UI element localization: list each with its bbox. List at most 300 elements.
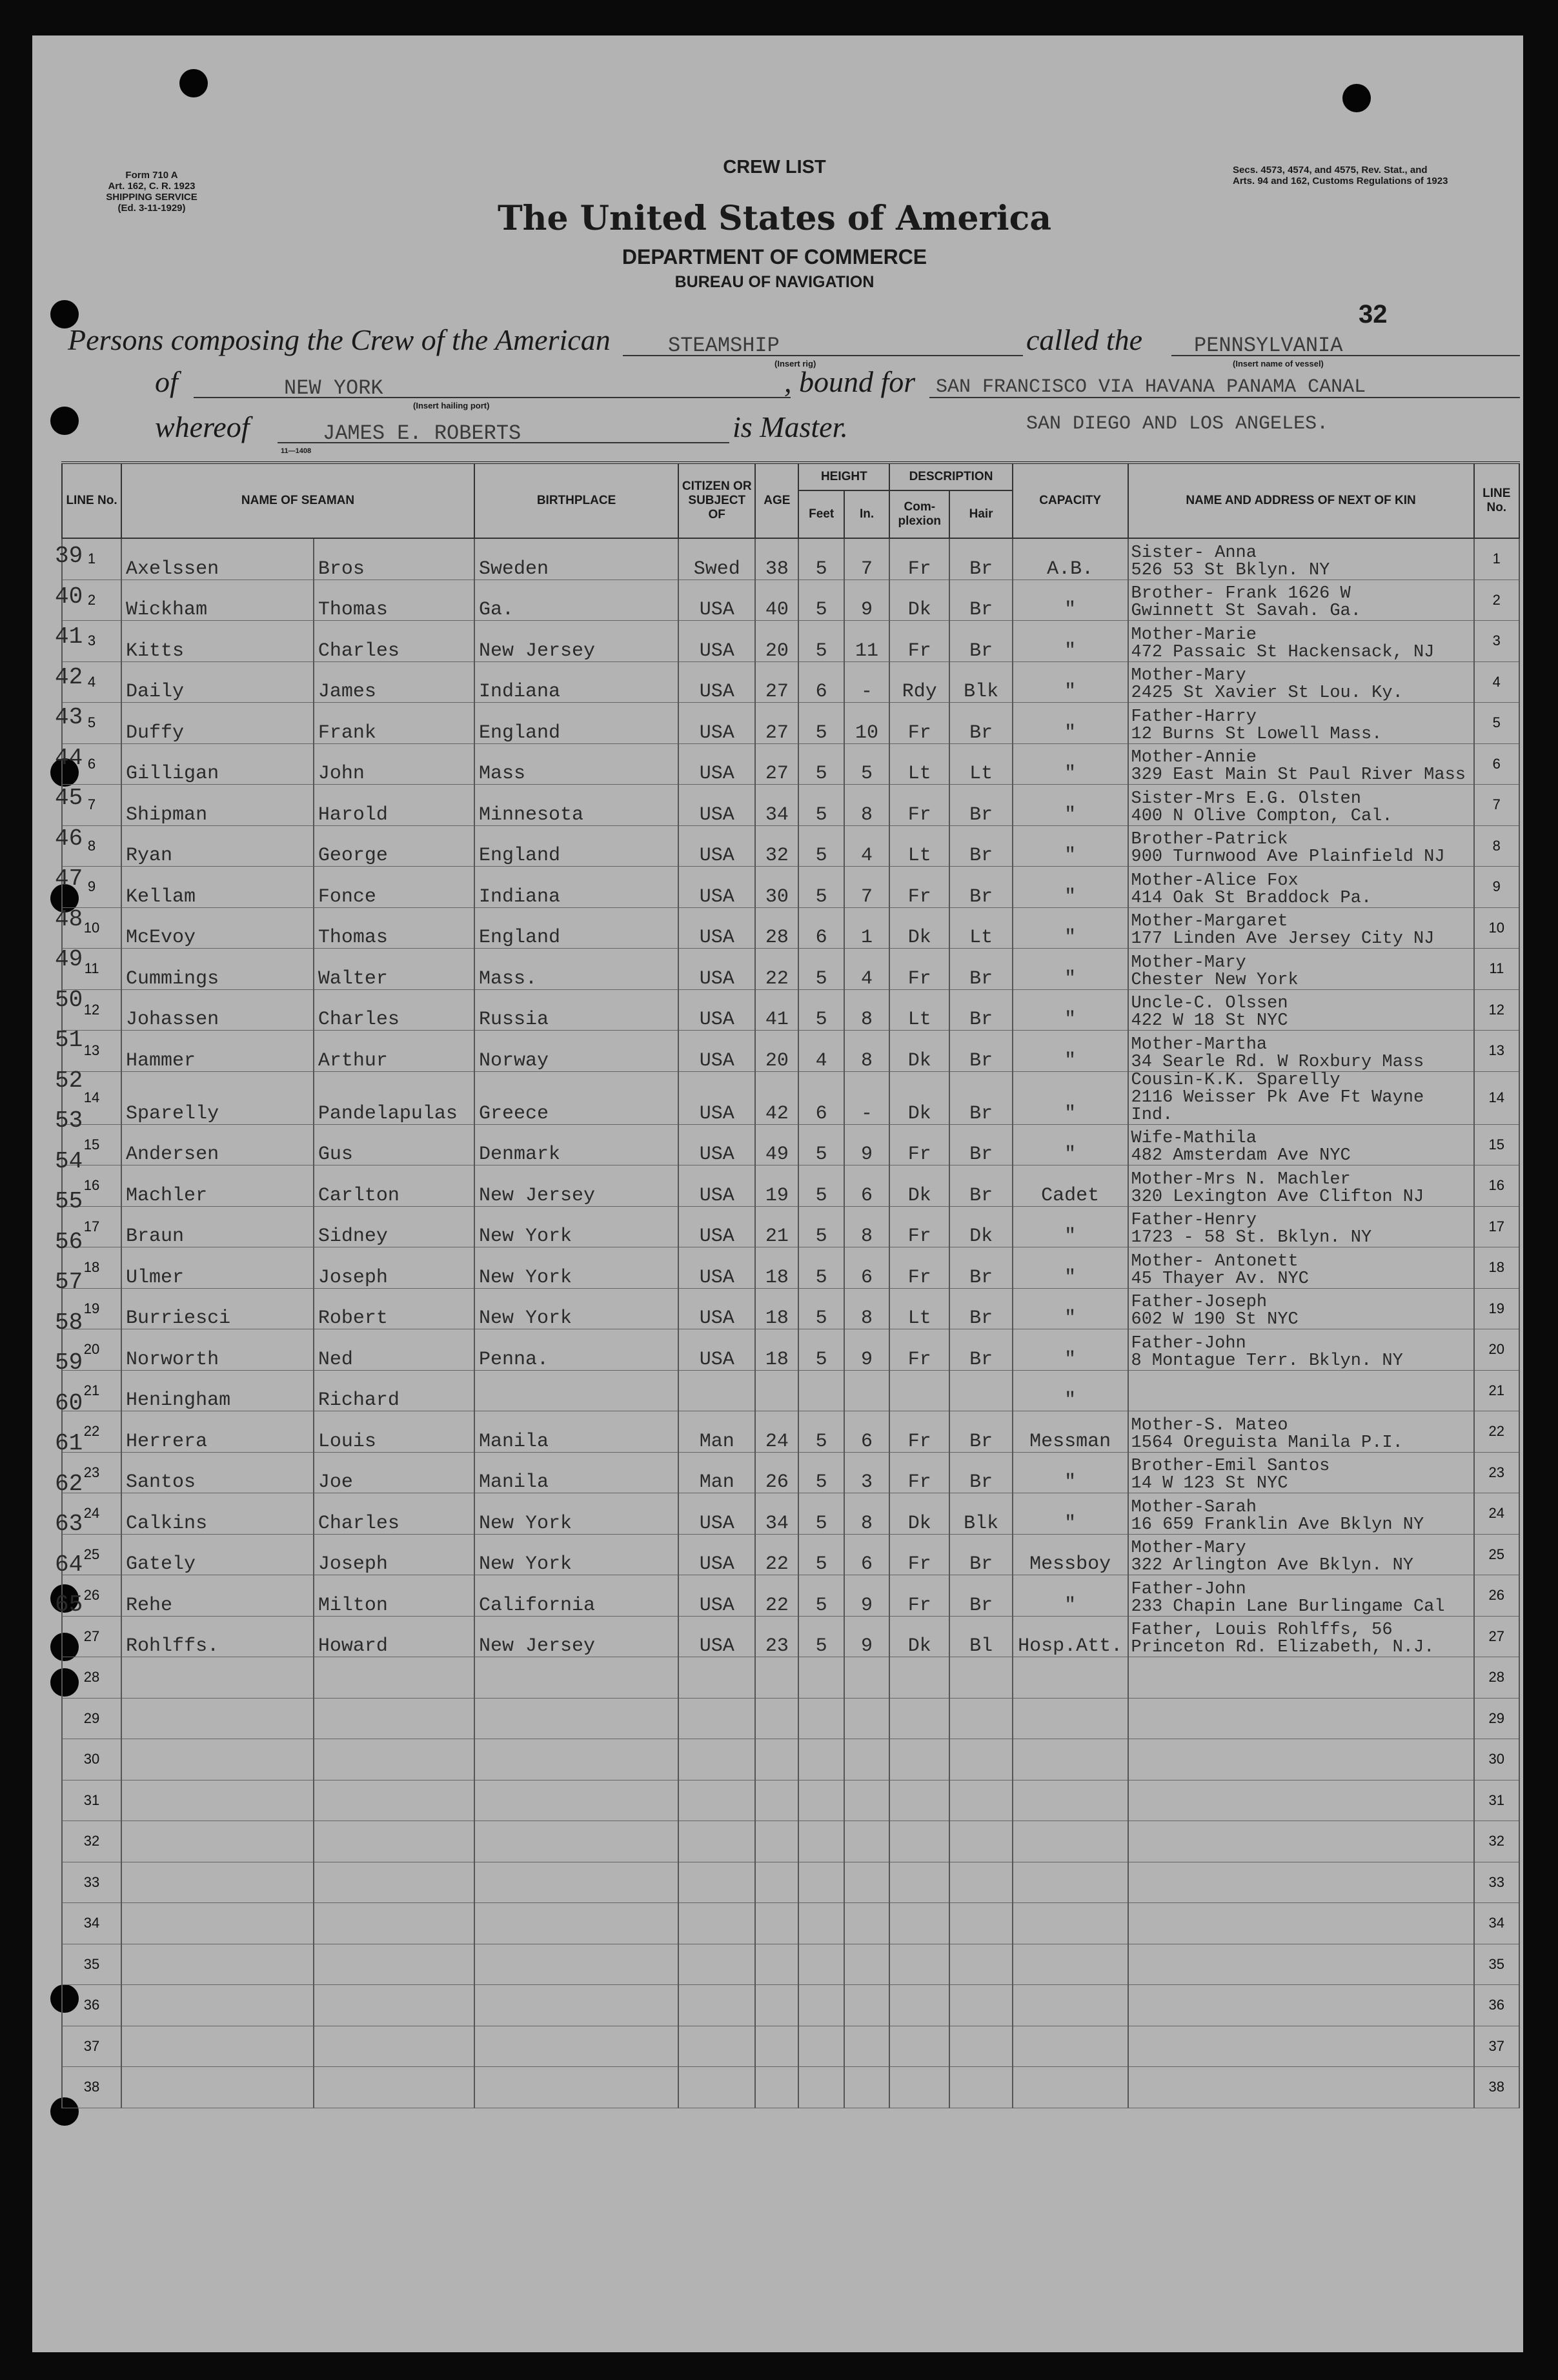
seaman-surname: Ulmer xyxy=(121,1247,314,1289)
hair-color: Br xyxy=(949,1411,1012,1453)
next-of-kin xyxy=(1128,1329,1474,1371)
line-number-right: 21 xyxy=(1474,1370,1519,1411)
complexion: Fr xyxy=(889,1534,949,1575)
complexion: Fr xyxy=(889,1575,949,1617)
citizenship: USA xyxy=(678,949,755,990)
citizenship: USA xyxy=(678,1493,755,1535)
sheet-sequence-number: 42 xyxy=(55,663,83,691)
next-of-kin xyxy=(1128,1124,1474,1165)
seaman-given-name: Gus xyxy=(314,1124,474,1165)
seaman-surname: Duffy xyxy=(121,703,314,744)
line-number-right: 32 xyxy=(1474,1821,1519,1862)
complexion xyxy=(889,1862,949,1903)
height-inches: 7 xyxy=(844,538,889,580)
next-of-kin-line: Father-Joseph xyxy=(1131,1293,1268,1312)
citizenship: USA xyxy=(678,907,755,949)
statutes-line-1: Secs. 4573, 4574, and 4575, Rev. Stat., and xyxy=(1233,165,1428,176)
complexion: Rdy xyxy=(889,661,949,703)
capacity: " xyxy=(1013,1575,1128,1617)
line-number-right: 17 xyxy=(1474,1206,1519,1247)
next-of-kin xyxy=(1128,743,1474,785)
seaman-surname: Heningham xyxy=(121,1370,314,1411)
next-of-kin xyxy=(1128,1165,1474,1207)
next-of-kin xyxy=(1128,949,1474,990)
complexion: Dk xyxy=(889,1071,949,1124)
next-of-kin xyxy=(1128,785,1474,826)
next-of-kin xyxy=(1128,1739,1474,1780)
height-inches: 9 xyxy=(844,580,889,621)
birthplace: Norway xyxy=(474,1031,678,1072)
capacity: " xyxy=(1013,989,1128,1031)
next-of-kin-line: Mother-Mary xyxy=(1131,953,1246,973)
birthplace: Ga. xyxy=(474,580,678,621)
seaman-surname xyxy=(121,1698,314,1739)
col-line-right: LINE No. xyxy=(1474,463,1519,538)
line-number-right: 6 xyxy=(1474,743,1519,785)
col-citizen: CITIZEN OR SUBJECT OF xyxy=(678,463,755,538)
height-inches xyxy=(844,1944,889,1985)
line-number-right: 24 xyxy=(1474,1493,1519,1535)
punch-hole xyxy=(50,407,79,435)
table-row xyxy=(62,661,1519,703)
line-number: 17 xyxy=(62,1206,121,1247)
capacity: " xyxy=(1013,703,1128,744)
sheet-sequence-number: 65 xyxy=(55,1591,83,1618)
citizenship: USA xyxy=(678,1534,755,1575)
birthplace xyxy=(474,1370,678,1411)
hair-color: Br xyxy=(949,1329,1012,1371)
capacity xyxy=(1013,1903,1128,1944)
age xyxy=(755,2067,798,2108)
seaman-surname: Gately xyxy=(121,1534,314,1575)
age: 27 xyxy=(755,703,798,744)
table-row xyxy=(62,1657,1519,1699)
height-inches: 8 xyxy=(844,1493,889,1535)
height-feet: 6 xyxy=(798,661,844,703)
table-row xyxy=(62,1206,1519,1247)
seaman-surname: Daily xyxy=(121,661,314,703)
complexion: Lt xyxy=(889,743,949,785)
line-number: 19 xyxy=(62,1288,121,1329)
citizenship: USA xyxy=(678,1575,755,1617)
form-title: CREW LIST xyxy=(723,157,826,177)
seaman-given-name: Walter xyxy=(314,949,474,990)
height-feet: 5 xyxy=(798,1452,844,1493)
line-number-right: 31 xyxy=(1474,1780,1519,1821)
next-of-kin xyxy=(1128,907,1474,949)
next-of-kin xyxy=(1128,1821,1474,1862)
birthplace: Penna. xyxy=(474,1329,678,1371)
next-of-kin xyxy=(1128,621,1474,662)
seaman-surname: Cummings xyxy=(121,949,314,990)
next-of-kin-line: 12 Burns St Lowell Mass. xyxy=(1131,724,1382,743)
department-name: DEPARTMENT OF COMMERCE xyxy=(622,245,927,268)
birthplace: New York xyxy=(474,1493,678,1535)
citizenship xyxy=(678,1903,755,1944)
next-of-kin-line: 2425 St Xavier St Lou. Ky. xyxy=(1131,683,1403,703)
height-feet xyxy=(798,1739,844,1780)
height-inches: 10 xyxy=(844,703,889,744)
height-feet xyxy=(798,1821,844,1862)
next-of-kin-line: Father-Henry xyxy=(1131,1211,1257,1230)
next-of-kin xyxy=(1128,1288,1474,1329)
next-of-kin-line: Mother-S. Mateo xyxy=(1131,1415,1288,1435)
hair-color: Dk xyxy=(949,1206,1012,1247)
age xyxy=(755,1657,798,1699)
next-of-kin-line: 320 Lexington Ave Clifton NJ xyxy=(1131,1187,1424,1206)
capacity: Messman xyxy=(1013,1411,1128,1453)
seaman-given-name: Bros xyxy=(314,538,474,580)
line-number-right: 13 xyxy=(1474,1031,1519,1072)
next-of-kin xyxy=(1128,1493,1474,1535)
height-feet xyxy=(798,2026,844,2067)
hair-color xyxy=(949,2026,1012,2067)
height-inches: 7 xyxy=(844,867,889,908)
punch-hole xyxy=(179,69,208,97)
next-of-kin xyxy=(1128,1411,1474,1453)
sheet-sequence-number: 50 xyxy=(55,986,83,1013)
seaman-surname: Santos xyxy=(121,1452,314,1493)
destination-1: SAN FRANCISCO VIA HAVANA PANAMA CANAL xyxy=(936,376,1366,398)
citizenship: USA xyxy=(678,785,755,826)
capacity: " xyxy=(1013,1071,1128,1124)
complexion: Dk xyxy=(889,1493,949,1535)
seaman-surname: Burriesci xyxy=(121,1288,314,1329)
complexion: Fr xyxy=(889,1411,949,1453)
table-row xyxy=(62,1329,1519,1371)
next-of-kin-line: 329 East Main St Paul River Mass xyxy=(1131,765,1466,785)
line-number-right: 14 xyxy=(1474,1071,1519,1124)
height-inches: 11 xyxy=(844,621,889,662)
seaman-given-name: John xyxy=(314,743,474,785)
complexion: Dk xyxy=(889,580,949,621)
statutes-note xyxy=(1233,165,1520,187)
sheet-sequence-number: 56 xyxy=(55,1228,83,1255)
age: 18 xyxy=(755,1247,798,1289)
next-of-kin-line: Sister-Mrs E.G. Olsten xyxy=(1131,789,1361,809)
line-number-right: 20 xyxy=(1474,1329,1519,1371)
capacity: " xyxy=(1013,661,1128,703)
sheet-sequence-number: 54 xyxy=(55,1147,83,1175)
table-row xyxy=(62,1821,1519,1862)
col-capacity: CAPACITY xyxy=(1013,463,1128,538)
birthplace: Denmark xyxy=(474,1124,678,1165)
col-height: HEIGHT xyxy=(798,463,889,490)
next-of-kin-line: Sister- Anna xyxy=(1131,543,1257,563)
age xyxy=(755,2026,798,2067)
line-number-right: 29 xyxy=(1474,1698,1519,1739)
seaman-given-name: Arthur xyxy=(314,1031,474,1072)
sheet-sequence-number: 63 xyxy=(55,1511,83,1537)
next-of-kin-line: 233 Chapin Lane Burlingame Cal xyxy=(1131,1597,1445,1616)
seaman-surname: Axelssen xyxy=(121,538,314,580)
table-row xyxy=(62,2067,1519,2108)
line-number: 36 xyxy=(62,1985,121,2026)
table-row xyxy=(62,621,1519,662)
hair-color: Br xyxy=(949,989,1012,1031)
seaman-given-name: Charles xyxy=(314,1493,474,1535)
line-number-right: 28 xyxy=(1474,1657,1519,1699)
hair-color: Br xyxy=(949,1575,1012,1617)
citizenship: USA xyxy=(678,661,755,703)
next-of-kin-line: 422 W 18 St NYC xyxy=(1131,1011,1288,1031)
height-feet: 5 xyxy=(798,703,844,744)
crew-table xyxy=(61,461,1520,2108)
hair-color: Br xyxy=(949,1124,1012,1165)
seaman-surname: Gilligan xyxy=(121,743,314,785)
next-of-kin-line: 526 53 St Bklyn. NY xyxy=(1131,560,1330,580)
height-feet xyxy=(798,1944,844,1985)
birthplace xyxy=(474,2067,678,2108)
table-row xyxy=(62,785,1519,826)
hair-color: Lt xyxy=(949,743,1012,785)
persons-label: Persons composing the Crew of the American xyxy=(68,323,611,356)
capacity: " xyxy=(1013,580,1128,621)
birthplace: Manila xyxy=(474,1452,678,1493)
age xyxy=(755,1944,798,1985)
next-of-kin-line: 482 Amsterdam Ave NYC xyxy=(1131,1146,1351,1165)
height-inches: 8 xyxy=(844,785,889,826)
table-row xyxy=(62,1903,1519,1944)
next-of-kin-line: Mother-Margaret xyxy=(1131,912,1288,931)
seaman-given-name: James xyxy=(314,661,474,703)
next-of-kin-line: Mother-Mary xyxy=(1131,1538,1246,1558)
capacity xyxy=(1013,1698,1128,1739)
line-number: 21 xyxy=(62,1370,121,1411)
capacity: " xyxy=(1013,1206,1128,1247)
sheet-sequence-number: 64 xyxy=(55,1551,83,1578)
table-row xyxy=(62,1452,1519,1493)
height-inches xyxy=(844,1821,889,1862)
table-row xyxy=(62,1616,1519,1657)
seaman-surname: Shipman xyxy=(121,785,314,826)
seaman-surname xyxy=(121,1657,314,1699)
next-of-kin xyxy=(1128,867,1474,908)
height-feet: 5 xyxy=(798,1616,844,1657)
height-inches xyxy=(844,1657,889,1699)
hair-color: Br xyxy=(949,949,1012,990)
seaman-given-name: Thomas xyxy=(314,580,474,621)
birthplace xyxy=(474,2026,678,2067)
next-of-kin xyxy=(1128,1071,1474,1124)
line-number-right: 4 xyxy=(1474,661,1519,703)
age: 28 xyxy=(755,907,798,949)
height-inches xyxy=(844,1985,889,2026)
capacity: " xyxy=(1013,949,1128,990)
line-number: 11 xyxy=(62,949,121,990)
next-of-kin xyxy=(1128,1452,1474,1493)
next-of-kin-line: Father-Harry xyxy=(1131,707,1257,727)
citizenship: USA xyxy=(678,1247,755,1289)
capacity: " xyxy=(1013,1370,1128,1411)
next-of-kin-line: 1564 Oreguista Manila P.I. xyxy=(1131,1433,1403,1452)
capacity: " xyxy=(1013,907,1128,949)
capacity xyxy=(1013,2026,1128,2067)
seaman-surname: Machler xyxy=(121,1165,314,1207)
age xyxy=(755,1985,798,2026)
hair-color: Blk xyxy=(949,661,1012,703)
col-line: LINE No. xyxy=(62,463,121,538)
birthplace: Sweden xyxy=(474,538,678,580)
line-number: 34 xyxy=(62,1903,121,1944)
next-of-kin-line: 1723 - 58 St. Bklyn. NY xyxy=(1131,1228,1372,1247)
birthplace xyxy=(474,1780,678,1821)
height-inches xyxy=(844,2026,889,2067)
next-of-kin-line: Mother-Marie xyxy=(1131,625,1257,645)
next-of-kin-line: Mother-Martha xyxy=(1131,1034,1268,1054)
citizenship: USA xyxy=(678,1124,755,1165)
table-row xyxy=(62,1698,1519,1739)
table-row xyxy=(62,1071,1519,1124)
next-of-kin-line: 8 Montague Terr. Bklyn. NY xyxy=(1131,1351,1403,1370)
seaman-given-name: Milton xyxy=(314,1575,474,1617)
height-feet: 5 xyxy=(798,825,844,867)
citizenship xyxy=(678,1739,755,1780)
capacity xyxy=(1013,1821,1128,1862)
sheet-sequence-number: 47 xyxy=(55,865,83,892)
age: 22 xyxy=(755,1575,798,1617)
sheet-sequence-number: 44 xyxy=(55,744,83,771)
next-of-kin-line: Princeton Rd. Elizabeth, N.J. xyxy=(1131,1638,1435,1657)
birthplace: Indiana xyxy=(474,661,678,703)
birthplace: Mass. xyxy=(474,949,678,990)
age: 22 xyxy=(755,949,798,990)
line-number-right: 22 xyxy=(1474,1411,1519,1453)
line-number-right: 33 xyxy=(1474,1862,1519,1903)
line-number: 5 xyxy=(62,703,121,744)
next-of-kin-line: Gwinnett St Savah. Ga. xyxy=(1131,601,1361,621)
birthplace: Minnesota xyxy=(474,785,678,826)
seaman-given-name xyxy=(314,1821,474,1862)
citizenship: USA xyxy=(678,825,755,867)
line-number: 6 xyxy=(62,743,121,785)
next-of-kin xyxy=(1128,2067,1474,2108)
citizenship: USA xyxy=(678,1165,755,1207)
next-of-kin-line: 14 W 123 St NYC xyxy=(1131,1474,1288,1493)
table-row xyxy=(62,949,1519,990)
complexion xyxy=(889,1739,949,1780)
next-of-kin-line: Father-John xyxy=(1131,1333,1246,1353)
line-number-right: 34 xyxy=(1474,1903,1519,1944)
form-article: Art. 162, C. R. 1923 xyxy=(108,181,196,192)
complexion: Dk xyxy=(889,1616,949,1657)
citizenship xyxy=(678,1862,755,1903)
next-of-kin-line: Father, Louis Rohlffs, 56 xyxy=(1131,1620,1393,1640)
age: 32 xyxy=(755,825,798,867)
hair-color: Br xyxy=(949,1031,1012,1072)
height-feet: 5 xyxy=(798,1206,844,1247)
height-feet: 5 xyxy=(798,621,844,662)
seaman-given-name: Charles xyxy=(314,621,474,662)
citizenship xyxy=(678,1985,755,2026)
height-feet: 5 xyxy=(798,743,844,785)
next-of-kin-line: Chester New York xyxy=(1131,970,1299,989)
capacity: " xyxy=(1013,825,1128,867)
table-row xyxy=(62,2026,1519,2067)
hair-color: Br xyxy=(949,1247,1012,1289)
sheet-sequence-number: 41 xyxy=(55,623,83,650)
age: 27 xyxy=(755,661,798,703)
citizenship xyxy=(678,1944,755,1985)
next-of-kin-line: Cousin-K.K. Sparelly xyxy=(1131,1071,1340,1090)
line-number: 7 xyxy=(62,785,121,826)
table-row xyxy=(62,1370,1519,1411)
table-row xyxy=(62,1411,1519,1453)
age xyxy=(755,1903,798,1944)
birthplace xyxy=(474,1985,678,2026)
hair-color: Br xyxy=(949,867,1012,908)
age: 20 xyxy=(755,621,798,662)
complexion: Fr xyxy=(889,703,949,744)
height-inches: 6 xyxy=(844,1411,889,1453)
citizenship xyxy=(678,1370,755,1411)
seaman-given-name: Joseph xyxy=(314,1534,474,1575)
line-number: 18 xyxy=(62,1247,121,1289)
age: 22 xyxy=(755,1534,798,1575)
line-number-right: 9 xyxy=(1474,867,1519,908)
seaman-given-name xyxy=(314,1903,474,1944)
birthplace: New York xyxy=(474,1247,678,1289)
height-feet: 5 xyxy=(798,1411,844,1453)
height-feet: 5 xyxy=(798,1534,844,1575)
seaman-given-name xyxy=(314,1698,474,1739)
seaman-surname: Rohlffs. xyxy=(121,1616,314,1657)
form-edition: (Ed. 3-11-1929) xyxy=(117,203,186,214)
line-number: 8 xyxy=(62,825,121,867)
line-number: 16 xyxy=(62,1165,121,1207)
seaman-surname xyxy=(121,2026,314,2067)
sheet-sequence-number: 61 xyxy=(55,1430,83,1457)
seaman-surname: Kellam xyxy=(121,867,314,908)
capacity xyxy=(1013,1862,1128,1903)
complexion: Lt xyxy=(889,825,949,867)
height-inches xyxy=(844,1370,889,1411)
height-feet: 5 xyxy=(798,580,844,621)
citizenship xyxy=(678,1698,755,1739)
seaman-given-name xyxy=(314,1985,474,2026)
next-of-kin-line: Brother-Emil Santos xyxy=(1131,1457,1330,1476)
capacity: " xyxy=(1013,743,1128,785)
complexion xyxy=(889,2067,949,2108)
birthplace xyxy=(474,1944,678,1985)
seaman-surname: Johassen xyxy=(121,989,314,1031)
hair-color: Br xyxy=(949,1165,1012,1207)
next-of-kin-line: 900 Turnwood Ave Plainfield NJ xyxy=(1131,847,1445,867)
hailing-port: NEW YORK xyxy=(284,376,383,400)
birthplace: England xyxy=(474,907,678,949)
capacity xyxy=(1013,1739,1128,1780)
bureau-name: BUREAU OF NAVIGATION xyxy=(674,273,875,291)
citizenship: USA xyxy=(678,1031,755,1072)
next-of-kin xyxy=(1128,1370,1474,1411)
col-birthplace: BIRTHPLACE xyxy=(474,463,678,538)
citizenship: USA xyxy=(678,1206,755,1247)
port-hint: (Insert hailing port) xyxy=(413,401,490,410)
line-number: 22 xyxy=(62,1411,121,1453)
birthplace: Mass xyxy=(474,743,678,785)
seaman-surname: Herrera xyxy=(121,1411,314,1453)
height-inches xyxy=(844,1903,889,1944)
birthplace xyxy=(474,1903,678,1944)
birthplace xyxy=(474,1698,678,1739)
master-name: JAMES E. ROBERTS xyxy=(323,421,521,445)
line-number: 15 xyxy=(62,1124,121,1165)
table-row xyxy=(62,1031,1519,1072)
height-feet: 4 xyxy=(798,1031,844,1072)
height-feet xyxy=(798,1698,844,1739)
complexion xyxy=(889,1821,949,1862)
table-row xyxy=(62,743,1519,785)
